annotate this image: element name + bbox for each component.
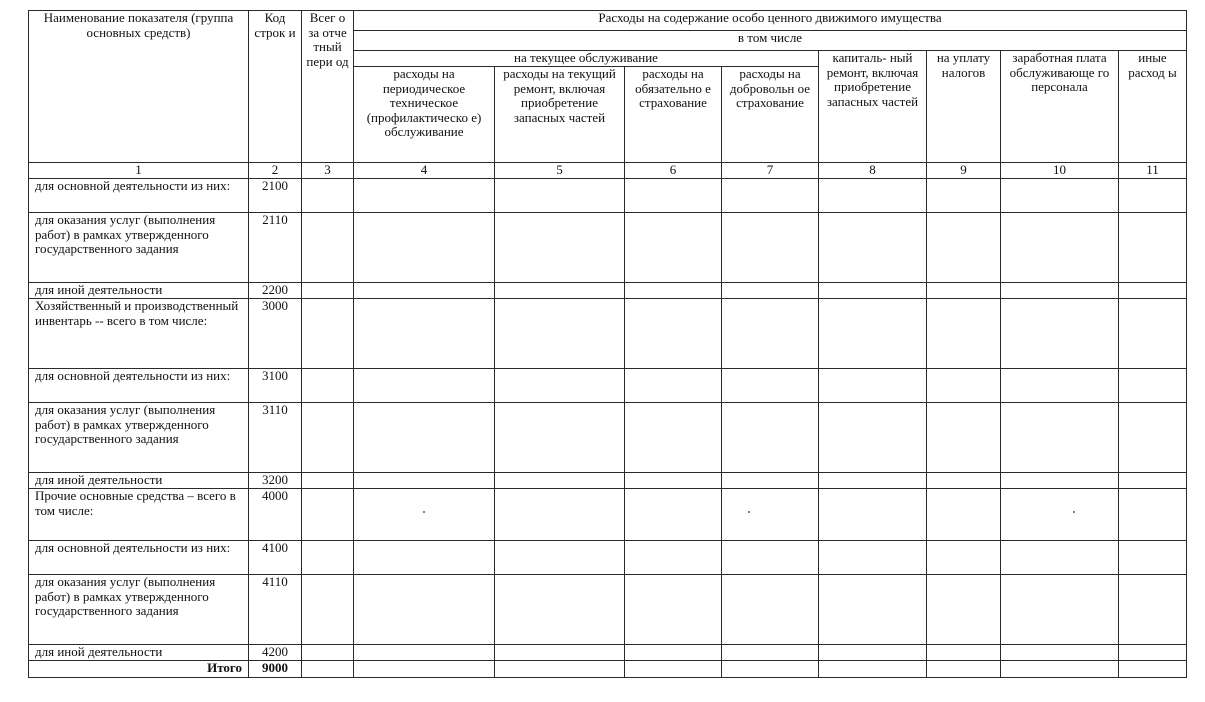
header-periodic-service: расходы на периодическое техническое (профилактическо е) обслуживание — [354, 67, 495, 163]
value-cell[interactable] — [354, 369, 495, 403]
total-row — [29, 661, 1187, 678]
header-other: иные расход ы — [1119, 51, 1187, 163]
value-cell[interactable] — [1119, 283, 1187, 299]
value-cell[interactable] — [722, 403, 819, 473]
row-name: для оказания услуг (выполнения работ) в рамках утвержденного государственного задания — [29, 575, 249, 645]
value-cell[interactable] — [1119, 645, 1187, 661]
value-cell[interactable] — [927, 489, 1001, 541]
value-cell[interactable] — [927, 283, 1001, 299]
header-current-repair: расходы на текущий ремонт, включая приобретение запасных частей — [495, 67, 625, 163]
row-name: Прочие основные средства – всего в том числе: — [29, 489, 249, 541]
value-cell[interactable] — [625, 489, 722, 541]
value-cell[interactable] — [495, 369, 625, 403]
value-cell[interactable] — [819, 575, 927, 645]
column-number: 5 — [495, 163, 625, 179]
value-cell[interactable] — [927, 473, 1001, 489]
row-name: для иной деятельности — [29, 473, 249, 489]
row-name: для основной деятельности из них: — [29, 541, 249, 575]
value-cell[interactable] — [495, 473, 625, 489]
row-code: 4100 — [249, 541, 302, 575]
value-cell[interactable] — [819, 645, 927, 661]
value-cell[interactable] — [927, 213, 1001, 283]
value-cell[interactable] — [302, 473, 354, 489]
value-cell[interactable] — [722, 283, 819, 299]
value-cell[interactable] — [625, 213, 722, 283]
row-code: 3000 — [249, 299, 302, 369]
value-cell[interactable] — [354, 645, 495, 661]
value-cell[interactable] — [1001, 283, 1119, 299]
value-cell[interactable] — [927, 541, 1001, 575]
column-number: 11 — [1119, 163, 1187, 179]
value-cell[interactable] — [302, 661, 354, 678]
column-number: 2 — [249, 163, 302, 179]
value-cell[interactable] — [1001, 541, 1119, 575]
column-number: 1 — [29, 163, 249, 179]
header-total: Всег о за отче тный пери од — [302, 11, 354, 163]
value-cell[interactable] — [495, 645, 625, 661]
table-row — [29, 213, 1187, 283]
value-cell[interactable] — [302, 369, 354, 403]
row-name: для основной деятельности из них: — [29, 369, 249, 403]
value-cell[interactable] — [302, 489, 354, 541]
column-number: 6 — [625, 163, 722, 179]
column-number: 8 — [819, 163, 927, 179]
value-cell[interactable] — [722, 541, 819, 575]
value-cell[interactable] — [1119, 541, 1187, 575]
value-cell[interactable] — [302, 213, 354, 283]
table-row — [29, 541, 1187, 575]
value-cell[interactable] — [495, 489, 625, 541]
value-cell[interactable] — [354, 489, 495, 541]
value-cell[interactable] — [722, 299, 819, 369]
table-row — [29, 299, 1187, 369]
row-code: 3100 — [249, 369, 302, 403]
value-cell[interactable] — [495, 283, 625, 299]
value-cell[interactable] — [819, 403, 927, 473]
value-cell[interactable] — [354, 283, 495, 299]
header-voluntary-insurance: расходы на добровольн ое страхование — [722, 67, 819, 163]
value-cell[interactable] — [1001, 575, 1119, 645]
value-cell[interactable] — [927, 661, 1001, 678]
value-cell[interactable] — [1001, 489, 1119, 541]
scan-speck — [423, 511, 425, 513]
value-cell[interactable] — [354, 575, 495, 645]
row-code: 4000 — [249, 489, 302, 541]
total-label: Итого — [29, 661, 249, 678]
row-name: для иной деятельности — [29, 283, 249, 299]
value-cell[interactable] — [722, 473, 819, 489]
value-cell[interactable] — [722, 489, 819, 541]
value-cell[interactable] — [1001, 299, 1119, 369]
total-code: 9000 — [249, 661, 302, 678]
value-cell[interactable] — [625, 575, 722, 645]
row-code: 2200 — [249, 283, 302, 299]
value-cell[interactable] — [1119, 299, 1187, 369]
value-cell[interactable] — [625, 369, 722, 403]
column-number: 3 — [302, 163, 354, 179]
header-group-title: Расходы на содержание особо ценного движимого имущества — [354, 11, 1187, 31]
table-row — [29, 489, 1187, 541]
header-salary: заработная плата обслуживающе го персонала — [1001, 51, 1119, 163]
expenses-table — [28, 10, 1187, 678]
value-cell[interactable] — [302, 645, 354, 661]
value-cell[interactable] — [1001, 213, 1119, 283]
value-cell[interactable] — [722, 179, 819, 213]
value-cell[interactable] — [819, 489, 927, 541]
row-name: для оказания услуг (выполнения работ) в рамках утвержденного государственного задания — [29, 213, 249, 283]
value-cell[interactable] — [354, 541, 495, 575]
value-cell[interactable] — [1001, 403, 1119, 473]
table-row — [29, 283, 1187, 299]
value-cell[interactable] — [819, 283, 927, 299]
value-cell[interactable] — [354, 179, 495, 213]
table-row — [29, 179, 1187, 213]
header-taxes: на уплату налогов — [927, 51, 1001, 163]
row-code: 2110 — [249, 213, 302, 283]
row-code: 4200 — [249, 645, 302, 661]
value-cell[interactable] — [1119, 661, 1187, 678]
value-cell[interactable] — [302, 575, 354, 645]
value-cell[interactable] — [625, 403, 722, 473]
value-cell[interactable] — [625, 283, 722, 299]
value-cell[interactable] — [1119, 369, 1187, 403]
scan-speck — [1073, 511, 1075, 513]
value-cell[interactable] — [625, 645, 722, 661]
value-cell[interactable] — [819, 299, 927, 369]
row-name: для основной деятельности из них: — [29, 179, 249, 213]
value-cell[interactable] — [1119, 575, 1187, 645]
value-cell[interactable] — [495, 575, 625, 645]
row-name: для оказания услуг (выполнения работ) в рамках утвержденного государственного задания — [29, 403, 249, 473]
row-name: Хозяйственный и производственный инвентарь -- всего в том числе: — [29, 299, 249, 369]
value-cell[interactable] — [302, 299, 354, 369]
value-cell[interactable] — [927, 403, 1001, 473]
value-cell[interactable] — [625, 661, 722, 678]
value-cell[interactable] — [927, 179, 1001, 213]
value-cell[interactable] — [722, 661, 819, 678]
column-number: 4 — [354, 163, 495, 179]
value-cell[interactable] — [1001, 179, 1119, 213]
value-cell[interactable] — [1001, 661, 1119, 678]
value-cell[interactable] — [819, 369, 927, 403]
value-cell[interactable] — [495, 299, 625, 369]
value-cell[interactable] — [927, 645, 1001, 661]
value-cell[interactable] — [495, 661, 625, 678]
value-cell[interactable] — [1001, 645, 1119, 661]
value-cell[interactable] — [1119, 403, 1187, 473]
value-cell[interactable] — [1001, 369, 1119, 403]
header-in-that: в том числе — [354, 31, 1187, 51]
header-capital-repair: капиталь- ный ремонт, включая приобретение запасных частей — [819, 51, 927, 163]
value-cell[interactable] — [927, 369, 1001, 403]
scan-speck — [748, 511, 750, 513]
value-cell[interactable] — [625, 299, 722, 369]
header-code: Код строк и — [249, 11, 302, 163]
header-current-service: на текущее обслуживание — [354, 51, 819, 67]
value-cell[interactable] — [302, 283, 354, 299]
row-code: 2100 — [249, 179, 302, 213]
value-cell[interactable] — [354, 403, 495, 473]
row-code: 3110 — [249, 403, 302, 473]
value-cell[interactable] — [927, 575, 1001, 645]
row-name: для иной деятельности — [29, 645, 249, 661]
value-cell[interactable] — [1119, 213, 1187, 283]
value-cell[interactable] — [625, 179, 722, 213]
table-row — [29, 473, 1187, 489]
value-cell[interactable] — [722, 575, 819, 645]
table-row — [29, 575, 1187, 645]
value-cell[interactable] — [625, 473, 722, 489]
value-cell[interactable] — [302, 403, 354, 473]
table-row — [29, 369, 1187, 403]
column-number: 9 — [927, 163, 1001, 179]
value-cell[interactable] — [1119, 179, 1187, 213]
value-cell[interactable] — [722, 213, 819, 283]
value-cell[interactable] — [819, 179, 927, 213]
table-row — [29, 403, 1187, 473]
table-row — [29, 645, 1187, 661]
value-cell[interactable] — [819, 541, 927, 575]
value-cell[interactable] — [1001, 473, 1119, 489]
value-cell[interactable] — [354, 661, 495, 678]
value-cell[interactable] — [1119, 489, 1187, 541]
value-cell[interactable] — [495, 403, 625, 473]
value-cell[interactable] — [1119, 473, 1187, 489]
header-mandatory-insurance: расходы на обязательно е страхование — [625, 67, 722, 163]
value-cell[interactable] — [302, 541, 354, 575]
column-number: 7 — [722, 163, 819, 179]
column-number: 10 — [1001, 163, 1119, 179]
value-cell[interactable] — [302, 179, 354, 213]
value-cell[interactable] — [625, 541, 722, 575]
value-cell[interactable] — [722, 645, 819, 661]
value-cell[interactable] — [819, 661, 927, 678]
value-cell[interactable] — [354, 299, 495, 369]
row-code: 3200 — [249, 473, 302, 489]
value-cell[interactable] — [722, 369, 819, 403]
value-cell[interactable] — [354, 213, 495, 283]
value-cell[interactable] — [354, 473, 495, 489]
value-cell[interactable] — [819, 213, 927, 283]
value-cell[interactable] — [495, 179, 625, 213]
value-cell[interactable] — [927, 299, 1001, 369]
value-cell[interactable] — [819, 473, 927, 489]
value-cell[interactable] — [495, 541, 625, 575]
value-cell[interactable] — [495, 213, 625, 283]
row-code: 4110 — [249, 575, 302, 645]
header-name: Наименование показателя (группа основных средств) — [29, 11, 249, 163]
